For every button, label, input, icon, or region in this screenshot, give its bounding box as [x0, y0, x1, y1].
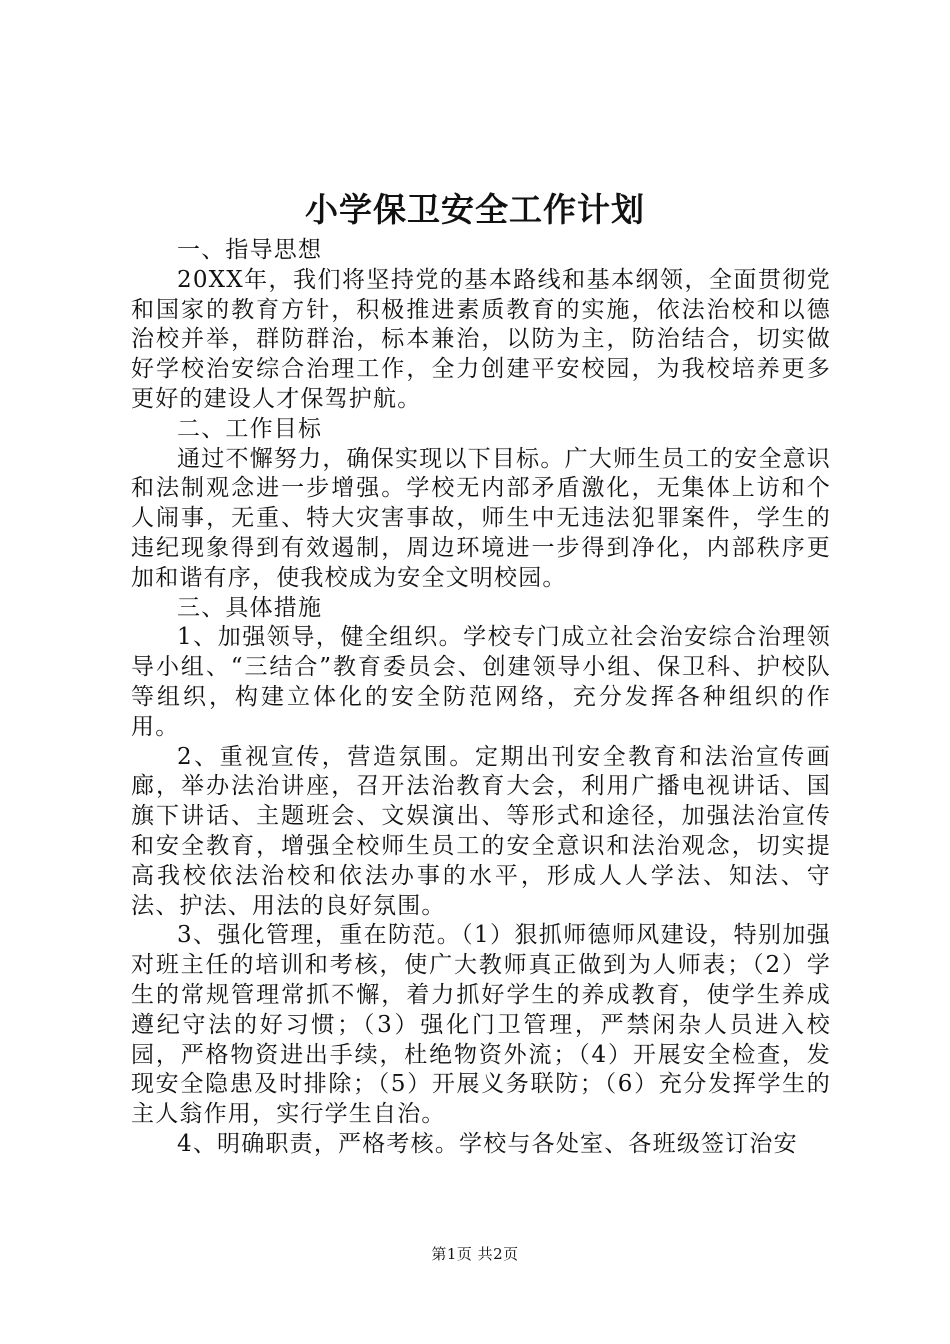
paragraph-measure-2: 2、重视宣传，营造氛围。定期出刊安全教育和法治宣传画廊，举办法治讲座，召开法治教育大会，利用广播电视讲话、国旗下讲话、主题班会、文娱演出、等形式和途径，加强法治宣传和安全教育，增强全校师生员工的安全意识和法治观念，切实提高我校依法治校和依法办事的水平，形成人人学法、知法、守法、护法、用法的良好氛围。	[131, 743, 831, 919]
paragraph-work-goals: 通过不懈努力，确保实现以下目标。广大师生员工的安全意识和法制观念进一步增强。学校无内部矛盾激化，无集体上访和个人闹事，无重、特大灾害事故，师生中无违法犯罪案件，学生的违纪现象得到有效遏制，周边环境进一步得到净化，内部秩序更加和谐有序，使我校成为安全文明校园。	[131, 445, 831, 591]
section-heading-guiding-thought: 一、指导思想	[177, 237, 323, 263]
section-heading-work-goals: 二、工作目标	[177, 415, 323, 442]
paragraph-measure-4: 4、明确职责，严格考核。学校与各处室、各班级签订治安	[177, 1130, 798, 1157]
page-footer: 第1页 共2页	[431, 1245, 519, 1263]
section-heading-measures: 三、具体措施	[177, 594, 323, 621]
paragraph-measure-3: 3、强化管理，重在防范。（1）狠抓师德师风建设，特别加强对班主任的培训和考核，使广大教师真正做到为人师表；（2）学生的常规管理常抓不懈，着力抓好学生的养成教育，使学生养成遵纪守法的好习惯；（3）强化门卫管理，严禁闲杂人员进入校园，严格物资进出手续，杜绝物资外流；（4）开展安全检查，发现安全隐患及时排除；（5）开展义务联防；（6）充分发挥学生的主人翁作用，实行学生自治。	[131, 922, 831, 1128]
document-body	[131, 236, 831, 1160]
document-title: 小学保卫安全工作计划	[305, 190, 645, 229]
paragraph-guiding-thought: 20XX年，我们将坚持党的基本路线和基本纲领，全面贯彻党和国家的教育方针，积极推进素质教育的实施，依法治校和以德治校并举，群防群治，标本兼治，以防为主，防治结合，切实做好学校治安综合治理工作，全力创建平安校园，为我校培养更多更好的建设人才保驾护航。	[131, 266, 831, 412]
paragraph-measure-1: 1、加强领导，健全组织。学校专门成立社会治安综合治理领导小组、“三结合”教育委员会、创建领导小组、保卫科、护校队等组织，构建立体化的安全防范网络，充分发挥各种组织的作用。	[131, 624, 831, 740]
